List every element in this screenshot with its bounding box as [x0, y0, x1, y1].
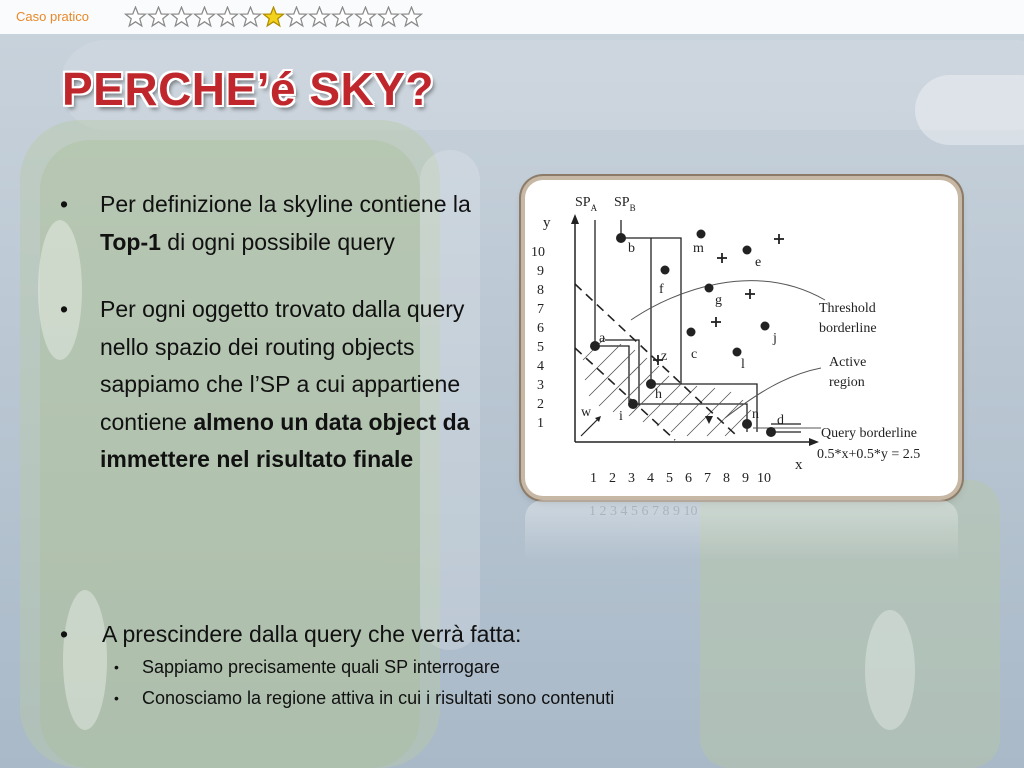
label-d: d — [777, 413, 784, 428]
x-tick: 10 — [757, 471, 771, 486]
y-tick: 10 — [531, 245, 545, 260]
x-axis-arrow — [809, 438, 819, 446]
x-tick: 4 — [647, 471, 654, 486]
x-tick: 9 — [742, 471, 749, 486]
y-tick: 6 — [537, 321, 544, 336]
active-region-curve — [725, 368, 821, 418]
y-tick: 3 — [537, 378, 544, 393]
bullet-item — [60, 186, 510, 261]
point-c — [687, 328, 696, 337]
sp-a-subscript: A — [590, 203, 598, 213]
y-tick: 7 — [537, 302, 544, 317]
y-tick: 2 — [537, 397, 544, 412]
label-b: b — [628, 241, 635, 256]
star-active-icon — [262, 6, 285, 28]
y-tick: 5 — [537, 340, 544, 355]
point-l — [733, 348, 742, 357]
bottom-bullet-main: • A prescindere dalla query che verrà fatta: — [60, 616, 960, 652]
page-title: PERCHE’é SKY? — [62, 63, 435, 115]
y-tick: 8 — [537, 283, 544, 298]
threshold-label: Threshold — [819, 301, 876, 316]
x-tick: 7 — [704, 471, 711, 486]
label-z: z — [661, 349, 668, 364]
label-m: m — [693, 241, 704, 256]
bottom-sub-bullet: • Conosciamo la regione attiva in cui i risultati sono contenuti — [60, 683, 960, 714]
star-icon — [308, 6, 331, 28]
sp-b-text: SP — [614, 195, 630, 210]
threshold-label: borderline — [819, 321, 877, 336]
x-tick: 6 — [685, 471, 692, 486]
bullet-item — [60, 291, 510, 479]
label-g: g — [715, 293, 722, 308]
y-tick: 4 — [537, 359, 544, 374]
y-tick: 1 — [537, 416, 544, 431]
sp-b-label — [614, 195, 636, 213]
skyline-diagram — [525, 180, 958, 496]
y-axis-arrow — [571, 214, 579, 224]
point-n — [742, 419, 752, 429]
x-tick: 3 — [628, 471, 635, 486]
bullet-text: Per ogni oggetto trovato dalla query nello spazio dei routing objects sappiamo che l’SP a cui appartiene contiene — [100, 296, 465, 435]
sp-a-label — [575, 195, 598, 213]
point-i — [628, 399, 638, 409]
point-f — [661, 266, 670, 275]
star-icon — [377, 6, 400, 28]
star-icon — [170, 6, 193, 28]
y-tick: 9 — [537, 264, 544, 279]
x-tick: 2 — [609, 471, 616, 486]
star-icon — [124, 6, 147, 28]
star-icon — [331, 6, 354, 28]
y-axis-label: y — [543, 215, 551, 231]
label-i: i — [619, 409, 623, 424]
star-icon — [400, 6, 423, 28]
sp-a-text: SP — [575, 195, 591, 210]
active-region-label: Active — [829, 355, 867, 370]
star-icon — [147, 6, 170, 28]
region-h-line — [651, 384, 757, 432]
label-l: l — [741, 357, 745, 372]
bullet-text: di ogni possibile query — [160, 228, 395, 255]
point-m — [697, 230, 706, 239]
bullet-bold-text: almeno un data object da immettere nel risultato finale — [100, 408, 470, 472]
label-e: e — [755, 255, 762, 270]
progress-stars — [124, 6, 423, 28]
label-n: n — [752, 407, 759, 422]
section-label: Caso pratico — [16, 9, 89, 24]
star-icon — [285, 6, 308, 28]
label-a: a — [599, 331, 606, 346]
query-borderline-formula: 0.5*x+0.5*y = 2.5 — [817, 447, 921, 462]
bottom-sub-bullet: • Sappiamo precisamente quali SP interrogare — [60, 652, 960, 683]
star-icon — [354, 6, 377, 28]
point-b — [616, 233, 626, 243]
bullet-bold-text: Top-1 — [100, 228, 161, 255]
query-borderline-label: Query borderline — [821, 426, 918, 441]
region-a-line — [605, 340, 639, 406]
label-c: c — [691, 347, 698, 362]
sp-b-subscript: B — [629, 203, 636, 213]
star-icon — [239, 6, 262, 28]
star-icon — [216, 6, 239, 28]
region-arrow — [705, 416, 713, 424]
label-w: w — [581, 405, 592, 420]
x-axis-label: x — [795, 457, 803, 473]
active-region-label: region — [829, 375, 865, 390]
label-f: f — [659, 282, 664, 297]
bullet-list — [60, 186, 510, 509]
x-tick: 8 — [723, 471, 730, 486]
point-d — [766, 427, 776, 437]
reflection-text: 1 2 3 4 5 6 7 8 9 10 — [589, 504, 698, 519]
region-i-line — [633, 404, 747, 432]
point-j — [761, 322, 770, 331]
star-icon — [193, 6, 216, 28]
figure-reflection — [525, 500, 958, 560]
label-j: j — [773, 331, 777, 346]
x-tick: 5 — [666, 471, 673, 486]
w-arrow — [581, 418, 599, 436]
point-e — [743, 246, 752, 255]
point-g — [705, 284, 714, 293]
bullet-text: Per definizione la skyline contiene la — [100, 191, 471, 217]
bottom-bullets — [60, 616, 960, 714]
x-tick: 1 — [590, 471, 597, 486]
skyline-figure — [525, 180, 958, 496]
label-h: h — [655, 387, 662, 402]
